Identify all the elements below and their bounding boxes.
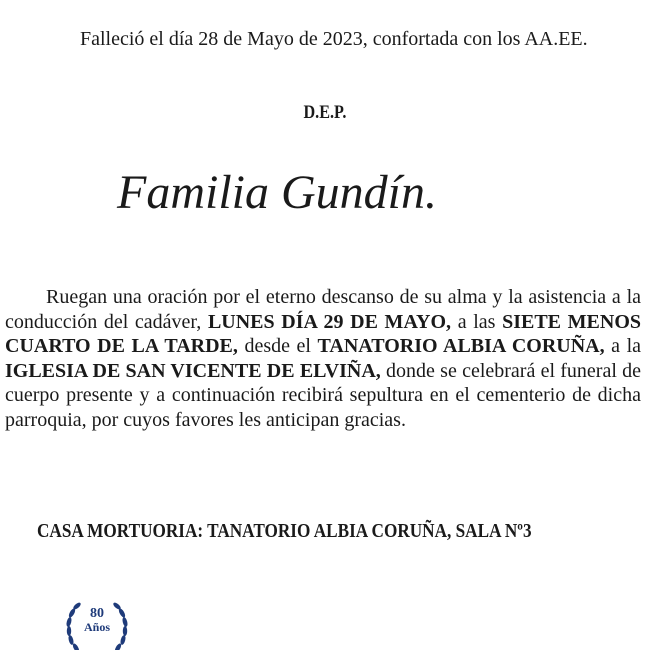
body-segment: donde se celebrará el funeral de cuerpo presente y a continuación recibirá sepultura en el cementerio de dicha parroquia, por cuyos favores les anticipan gracias. [5,359,641,431]
badge-number: 80 [90,606,104,621]
family-name: Familia Gundín. [117,166,437,219]
body-segment: Ruegan una oración por el eterno descanso de su alma y la asistencia a la conducción del cadáver, [5,286,641,333]
body-segment-bold: LUNES DÍA 29 DE MAYO, [207,310,452,333]
body-segment-bold: TANATORIO ALBIA CORUÑA, [317,335,605,357]
death-notice-line: Falleció el día 28 de Mayo de 2023, confortada con los AA.EE. [80,28,588,50]
body-segment: desde el [237,335,318,357]
body-segment: a la [604,335,642,357]
body-segment-bold: IGLESIA DE SAN VICENTE DE ELVIÑA, [5,359,381,382]
rip-heading: D.E.P. [303,102,347,123]
body-segment-bold: SIETE MENOS CUARTO DE LA TARDE, [5,310,642,357]
funeral-home-line: CASA MORTUORIA: TANATORIO ALBIA CORUÑA, SALA Nº3 [37,520,532,542]
badge-label: Años [83,620,110,634]
anniversary-badge [62,598,132,650]
body-segment: a las [451,310,503,333]
funeral-details-paragraph [5,285,641,432]
